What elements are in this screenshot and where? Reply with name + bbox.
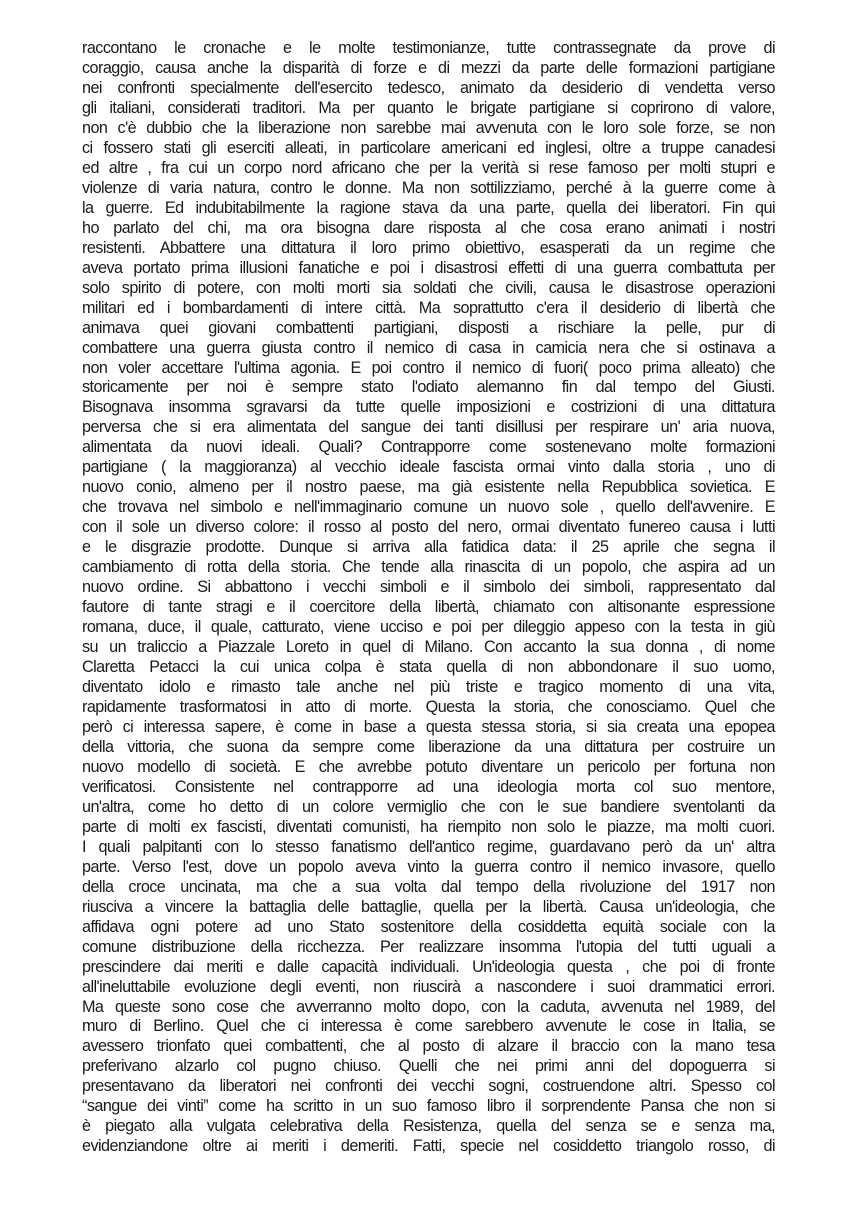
text-line: alimentata da nuovi ideali. Quali? Contrapporre come sostenevano molte formazioni [82,438,775,457]
text-line: nuovo conio, almeno per il nostro paese, ma già esistente nella Repubblica sovietica. E [82,478,775,497]
text-line: violenze di varia natura, contro le donne. Ma non sottilizziamo, perché à la guerre come à [82,178,775,197]
text-line: avessero trionfato quei combattenti, che al posto di alzare il braccio con la mano tesa [82,1037,775,1056]
text-line: nei confronti specialmente dell'esercito tedesco, animato da desiderio di vendetta verso [82,78,775,97]
text-line: “sangue dei vinti” come ha scritto in un suo famoso libro il sorprendente Pansa che non si [82,1097,775,1116]
text-line: rapidamente trasformatosi in atto di morte. Questa la storia, che conosciamo. Quel che [82,697,775,716]
text-line: della vittoria, che suona da sempre come liberazione da una dittatura per costruire un [82,737,775,756]
text-line: gli italiani, considerati traditori. Ma per quanto le brigate partigiane si coprirono di valore, [82,98,775,117]
text-line: I quali palpitanti con lo stesso fanatismo dell'antico regime, guardavano però da un' altra [82,837,775,856]
text-line: nuovo modello di società. E che avrebbe potuto diventare un pericolo per fortuna non [82,757,775,776]
text-line: comune distribuzione della ricchezza. Per realizzare insomma l'utopia del tutti uguali a [82,937,775,956]
text-line: diventato idolo e rimasto tale anche nel più triste e tragico momento di una vita, [82,678,775,696]
text-line: ho parlato del chi, ma ora bisogna dare risposta al che cosa erano animati i nostri [82,218,775,237]
text-line: la guerre. Ed indubitabilmente la ragione stava da una parte, quella dei liberatori. Fin qui [82,198,775,217]
text-line: fautore di tante stragi e il coercitore della libertà, chiamato con altisonante espressione [82,598,775,617]
text-line: combattere una guerra giusta contro il nemico di casa in camicia nera che si ostinava a [82,338,775,357]
text-line: raccontano le cronache e le molte testimonianze, tutte contrassegnate da prove di [82,39,775,57]
text-line: all'ineluttabile evoluzione degli eventi, non riuscirà a nascondere i suoi drammatici errori. [82,977,775,996]
text-line: affidava ogni potere ad uno Stato sostenitore della cosiddetta equità sociale con la [82,917,775,936]
text-line: nuovo ordine. Si abbattono i vecchi simboli e il simbolo dei simboli, rappresentato dal [82,578,775,597]
text-line: con il sole un diverso colore: il rosso al posto del nero, ormai diventato funereo causa i lutti [82,518,775,537]
text-line: ed altre , fra cui un corpo nord africano che per la verità si rese famoso per molti stupri e [82,158,775,177]
text-line: che trovava nel simbolo e nell'immaginario comune un nuovo sole , quello dell'avvenire. E [82,498,775,517]
text-line: riusciva a vincere la battaglia delle battaglie, quella per la libertà. Causa un'ideologia, che [82,897,775,916]
text-line: non voler accettare l'ultima agonia. E poi contro il nemico di fuori( poco prima alleato) che [82,358,775,377]
text-line: però ci interessa sapere, è come in base a questa stessa storia, si sia creata una epopea [82,717,775,736]
text-line: un'altra, come ho detto di un colore vermiglio che con le sue bandiere sventolanti da [82,797,775,816]
text-line: non c'è dubbio che la liberazione non sarebbe mai avvenuta con le loro sole forze, se non [82,118,775,137]
text-line: evidenziandone oltre ai meriti i demeriti. Fatti, specie nel cosiddetto triangolo rosso, di [82,1137,775,1156]
text-line: romana, duce, il quale, catturato, viene ucciso e poi per dileggio appeso con la testa in giù [82,618,775,637]
text-line: aveva portato prima illusioni fanatiche e poi i disastrosi effetti di una guerra combattuta per [82,258,775,277]
text-line: Bisognava insomma sgravarsi da tutte quelle imposizioni e costrizioni di una dittatura [82,398,775,417]
text-line: è piegato alla vulgata celebrativa della Resistenza, quella del senza se e senza ma, [82,1117,775,1136]
text-line: Ma queste sono cose che avverranno molto dopo, con la caduta, avvenuta nel 1989, del [82,997,775,1016]
text-line: militari ed i bombardamenti di intere città. Ma soprattutto c'era il desiderio di libertà che [82,298,775,317]
text-line: preferivano alzarlo col pugno chiuso. Quelli che nei primi anni del dopoguerra si [82,1057,775,1076]
text-line: parte. Verso l'est, dove un popolo aveva vinto la guerra contro il nemico invasore, quello [82,857,775,876]
text-line: animava quei giovani combattenti partigiani, disposti a rischiare la pelle, pur di [82,318,775,337]
text-line: ci fossero stati gli eserciti alleati, in particolare americani ed inglesi, oltre a truppe canadesi [82,138,775,157]
text-line: presentavano da liberatori nei confronti dei vecchi sogni, costruendone altri. Spesso col [82,1077,775,1096]
text-line: solo spirito di potere, con molti morti sia soldati che civili, causa le disastrose operazioni [82,278,775,297]
text-line: resistenti. Abbattere una dittatura il loro primo obiettivo, esasperati da un regime che [82,238,775,257]
text-line: verificatosi. Consistente nel contrapporre ad una ideologia morta col suo mentore, [82,777,775,796]
text-line: della croce uncinata, ma che a sua volta dal tempo della rivoluzione del 1917 non [82,877,775,896]
text-line: partigiane ( la maggioranza) al vecchio ideale fascista ormai vinto dalla storia , uno di [82,458,775,477]
text-line: Claretta Petacci la cui unica colpa è stata quella di non abbondonare il suo uomo, [82,658,775,677]
text-line: perversa che si era alimentata del sangue dei tanti disillusi per respirare un' aria nuova, [82,418,775,437]
text-line: muro di Berlino. Quel che ci interessa è come sarebbero avvenute le cose in Italia, se [82,1017,775,1036]
text-line: coraggio, causa anche la disparità di forze e di mezzi da parte delle formazioni partigiane [82,58,775,77]
text-line: cambiamento di rotta della storia. Che tende alla rinascita di un popolo, che aspira ad un [82,558,775,577]
text-line: prescindere dai meriti e dalle capacità individuali. Un'ideologia questa , che poi di fronte [82,957,775,976]
text-line: su un traliccio a Piazzale Loreto in quel di Milano. Con accanto la sua donna , di nome [82,638,775,657]
text-line: storicamente per noi è sempre stato l'odiato alemanno fin dal tempo del Giusti. [82,378,775,397]
text-line: parte di molti ex fascisti, diventati comunisti, ha riempito non solo le piazze, ma molti cuori. [82,817,775,836]
body-text [82,39,775,1157]
text-line: e le disgrazie prodotte. Dunque si arriva alla fatidica data: il 25 aprile che segna il [82,538,775,557]
